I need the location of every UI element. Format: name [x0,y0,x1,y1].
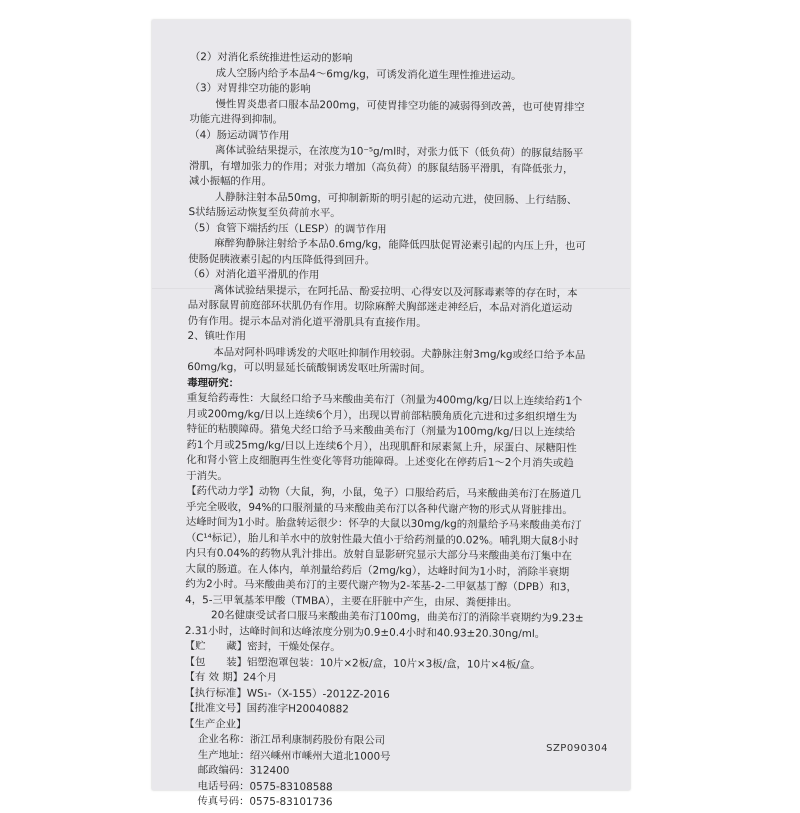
text-line: 离体试验结果提示，在浓度为10⁻⁵g/ml时，对张力低下（低负荷）的豚鼠结肠平 [215,144,584,160]
text-line: （6）对消化道平滑肌的作用 [187,268,320,282]
text-line: 【生产企业】 [184,717,247,731]
text-line: 本品对阿朴吗啡诱发的犬呕吐抑制作用较弱。犬静脉注射3mg/kg或经口给予本品 [213,345,586,361]
text-line: 乎完全吸收，94%的口服剂量的马来酸曲美布汀以各种代谢产物的形式从肾脏排出。 [185,500,573,516]
text-line: 毒理研究： [187,376,240,389]
leaflet-page [152,20,630,809]
text-line: （3）对胃排空功能的影响 [189,82,311,96]
text-line: 达峰时间为1小时。胎盘转运很少：怀孕的大鼠以30mg/kg的剂量给予马来酸曲美布汀 [185,515,582,532]
document-code: SZP090304 [546,743,608,754]
text-line: 4，5-三甲氧基苯甲酸（TMBA），主要在肝脏中产生，由尿、粪便排出。 [185,593,518,609]
text-line: 企业名称：浙江昂利康制药股份有限公司 [197,733,386,747]
text-line: 药1个月或25mg/kg/日以上连续6个月），出现肌酐和尿素氮上升，尿蛋白、尿糖阳性 [186,438,577,454]
text-line: （2）对消化系统推进性运动的影响 [189,51,353,65]
text-line: 【批准文号】国药准字H20040882 [184,701,349,716]
text-line: 离体试验结果提示，在阿托品、酚妥拉明、心得安以及河豚毒素等的存在时，本 [213,283,578,299]
text-line: 人静脉注射本品50mg，可抑制新斯的明引起的运动亢进，使回肠、上行结肠、 [214,190,578,206]
text-line: 20名健康受试者口服马来酸曲美布汀100mg，曲美布汀的消除半衰期约为9.23± [211,609,584,625]
text-line: 于消失。 [186,469,228,482]
text-line: 【药代动力学】动物（大鼠，狗，小鼠，兔子）口服给药后，马来酸曲美布汀在肠道几 [186,485,582,501]
text-line: 【有 效 期】24个月 [184,670,278,684]
text-line: 麻醉狗静脉注射给予本品0.6mg/kg，能降低四肽促胃泌素引起的内压上升，也可 [214,237,586,253]
text-line: 使肠促胰液素引起的内压降低得到回升。 [188,252,376,267]
text-line: 生产地址：绍兴嵊州市嵊州大道北1000号 [197,748,391,763]
text-line: 减小振幅的作用。 [188,175,273,188]
text-line: 【执行标准】WS₁-（X-155）-2012Z-2016 [184,686,390,701]
text-line: 功能亢进得到抑制。 [189,113,283,126]
text-line: （5）食管下端括约压（LESP）的调节作用 [188,221,387,236]
leaflet-text-body [181,50,618,813]
text-line: （4）肠运动调节作用 [189,128,290,142]
text-line: 成人空肠内给予本品4～6mg/kg，可诱发消化道生理性推进运动。 [215,66,522,82]
text-line: （C¹⁴标记），胎儿和羊水中的放射性最大值小于给药剂量的0.02%。哺乳期大鼠8小时 [185,531,579,547]
text-line: 重复给药毒性：大鼠经口给予马来酸曲美布汀（剂量为400mg/kg/日以上连续给药1个 [186,392,583,408]
text-line: 特征的粘膜障碍。猎兔犬经口给予马来酸曲美布汀（剂量为100mg/kg/日以上连续给 [186,423,576,439]
text-line: 2.31小时，达峰时间和达峰浓度分别为0.9±0.4小时和40.93±20.30ng/ml。 [184,624,546,640]
text-line: 月或200mg/kg/日以上连续6个月），出现以胃前部粘膜角质化亢进和过多组织增生为 [186,407,577,423]
text-line: 约为2小时。马来酸曲美布汀的主要代谢产物为2-苯基-2-二甲氨基丁醇（DPB）和3， [185,577,577,594]
text-line: 仍有作用。提示本品对消化道平滑肌具有直接作用。 [187,314,427,329]
text-line: 电话号码：0575-83108588 [197,779,333,793]
text-line: 内只有0.04%的药物从乳汁排出。放射自显影研究显示大部分马来酸曲美布汀集中在 [185,546,572,563]
text-line: 慢性胃炎患者口服本品200mg，可使胃排空功能的减弱得到改善，也可使胃排空 [215,97,585,113]
text-line: 邮政编码：312400 [197,764,290,777]
text-line: S状结肠运动恢复至负荷前水平。 [188,206,341,220]
text-line: 滑肌，有增加张力的作用；对张力增加（高负荷）的豚鼠结肠平滑肌，有降低张力， [188,159,574,175]
text-line: 大鼠的肠道。在人体内，单剂量给药后（2mg/kg），达峰时间为1小时，消除半衰期 [185,562,570,578]
text-line: 品对豚鼠胃前庭部环状肌仍有作用。切除麻醉犬胸部迷走神经后，本品对消化道运动 [187,299,573,315]
text-line: 化和肾小管上皮细胞再生性变化等肾功能障碍。上述变化在停药后1～2个月消失或趋 [186,454,574,470]
text-line: 【贮 藏】密封，干燥处保存。 [184,639,341,654]
text-line: 2、镇吐作用 [187,330,247,343]
text-line: 传真号码：0575-83101736 [197,795,333,809]
text-line: 60mg/kg，可以明显延长硫酸铜诱发呕吐所需时间。 [187,361,431,376]
text-line: 【包 装】铝塑泡罩包装：10片×2板/盒，10片×3板/盒，10片×4板/盒。 [184,655,541,671]
